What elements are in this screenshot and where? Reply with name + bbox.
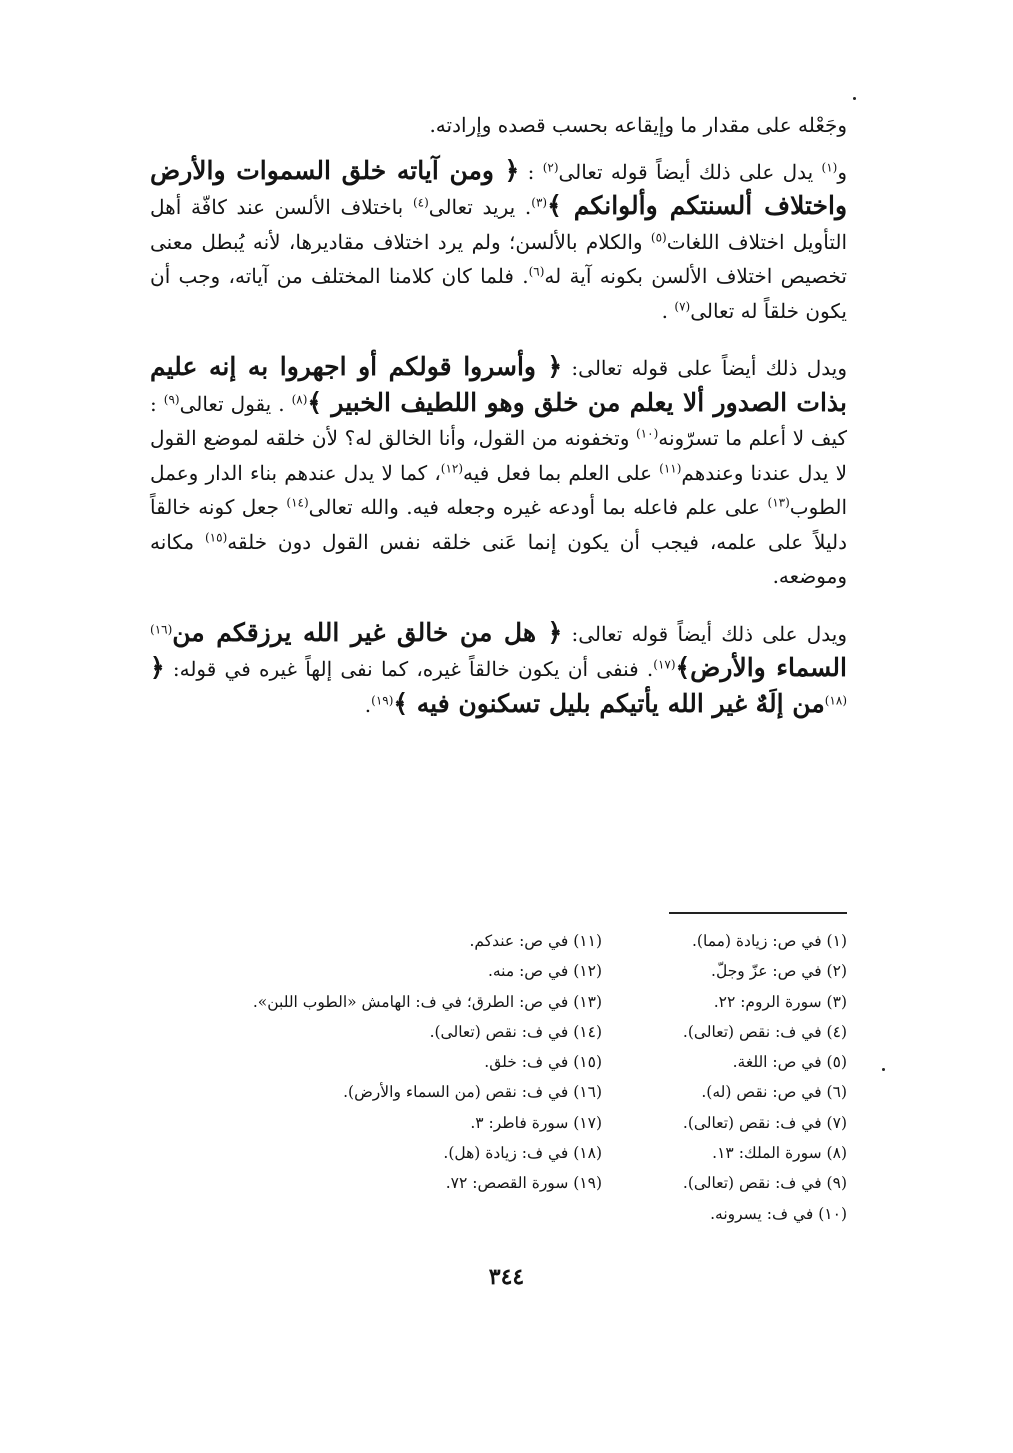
footnote-ref-5[interactable]: (٥) <box>650 229 667 244</box>
text: والكلام بالألسن؛ ولم يرد اختلاف مقاديرها، لأنه يُبطل معنى تخصيص اختلاف الألسن بكونه آية له <box>150 229 847 288</box>
quran-bracket: ﴿ <box>150 653 165 682</box>
text: على علم فاعله بما أودعه غيره وجعله فيه. والله تعالى <box>308 495 768 519</box>
footnote-6: (٦) في ص: نقص (له). <box>701 1083 847 1102</box>
paragraph-0 <box>150 108 847 143</box>
text: . يقول تعالى <box>179 391 292 416</box>
footnote-column-right <box>602 926 847 1229</box>
footnote-ref-6[interactable]: (٦) <box>528 264 545 279</box>
paragraph-2 <box>150 350 847 594</box>
footnote-4: (٤) في ف: نقص (تعالى). <box>682 1022 847 1041</box>
text: مكانه وموضعه. <box>150 529 847 588</box>
text: : <box>519 159 543 184</box>
footnote-ref-19[interactable]: (١٩) <box>371 692 394 707</box>
footnote-ref-2[interactable]: (٢) <box>542 159 559 174</box>
footnote-17: (١٧) سورة فاطر: ٣. <box>470 1113 602 1132</box>
footnote-1: (١) في ص: زيادة (مما). <box>692 932 847 950</box>
footnote-ref-12[interactable]: (١٢) <box>440 460 464 475</box>
footnote-15: (١٥) في ف: خلق. <box>484 1053 602 1072</box>
text: وجَعْله على مقدار ما وإيقاعه بحسب قصده وإرادته. <box>429 113 847 137</box>
text: ، كما لا يدل عندهم بناء الدار وعمل الطوب <box>150 460 847 519</box>
footnote-ref-14[interactable]: (١٤) <box>286 495 309 510</box>
text: وتخفونه من القول، وأنا الخالق له؟ لأن خلقه لموضع القول لا يدل عندنا وعندهم <box>150 426 847 485</box>
footnote-divider <box>669 912 847 914</box>
text: على العلم بما فعل فيه <box>463 460 660 485</box>
footnote-16: (١٦) في ف: نقص (من السماء والأرض). <box>343 1083 602 1102</box>
scan-speck <box>882 1068 885 1071</box>
footnote-ref-3[interactable]: (٣) <box>531 195 548 210</box>
paragraph-1 <box>150 154 847 329</box>
paragraph-3 <box>150 616 847 723</box>
quran-verse: من إلَهٌ غير الله يأتيكم بليل تسكنون فيه ﴾ <box>393 688 825 718</box>
footnote-columns <box>150 926 847 1229</box>
scan-speck <box>853 97 856 100</box>
footnote-ref-7[interactable]: (٧) <box>674 298 691 313</box>
text: . يريد تعالى <box>428 195 532 219</box>
footnote-ref-8[interactable]: (٨) <box>291 391 308 406</box>
footnote-19: (١٩) سورة القصص: ٧٢. <box>445 1174 602 1193</box>
page-body <box>150 108 847 742</box>
footnote-ref-17[interactable]: (١٧) <box>653 657 676 672</box>
text: يدل على ذلك أيضاً قوله تعالى <box>558 159 822 184</box>
quran-verse: ﴿ وأسروا قولكم أو اجهروا به إنه عليم بذات الصدور ألا يعلم من خلق وهو اللطيف الخبير ﴾ <box>150 352 847 417</box>
text: . <box>661 298 675 323</box>
footnote-ref-18[interactable]: (١٨) <box>824 692 847 707</box>
text: باختلاف الألسن عند كافّة أهل التأويل اختلاف اللغات <box>150 195 847 254</box>
text: : كيف لا أعلم ما تسرّونه <box>150 391 848 450</box>
footnote-ref-4[interactable]: (٤) <box>412 195 429 210</box>
text: جعل كونه خالقاً دليلاً على علمه، فيجب أن يكون إنما عَنى خلقه نفس القول دون خلقه <box>150 495 847 554</box>
footnote-18: (١٨) في ف: زيادة (هل). <box>443 1144 602 1163</box>
footnote-5: (٥) في ص: اللغة. <box>732 1053 847 1072</box>
footnote-14: (١٤) في ف: نقص (تعالى). <box>429 1022 602 1041</box>
quran-verse: السماء والأرض﴾ <box>675 653 847 682</box>
footnote-11: (١١) في ص: عندكم. <box>469 932 602 950</box>
text: و <box>837 159 848 184</box>
page-number: ٣٤٤ <box>488 1264 525 1290</box>
footnote-3: (٣) سورة الروم: ٢٢. <box>713 992 847 1011</box>
text: ويدل على ذلك أيضاً قوله تعالى: <box>562 621 848 646</box>
footnote-ref-1[interactable]: (١) <box>821 159 838 174</box>
footnote-12: (١٢) في ص: منه. <box>487 962 602 981</box>
quran-verse: ﴿ ومن آياته خلق السموات والأرض واختلاف ألسنتكم وألوانكم ﴾ <box>150 155 848 220</box>
footnote-7: (٧) في ف: نقص (تعالى). <box>682 1113 847 1132</box>
footnotes <box>150 912 847 1229</box>
footnote-10: (١٠) في ف: يسرونه. <box>710 1204 847 1223</box>
text: . فلما كان كلامنا المختلف من آياته، وجب أن يكون خلقاً له تعالى <box>150 264 847 323</box>
text: . فنفى أن يكون خالقاً غيره، كما نفى إلهاً غيره في قوله: <box>164 657 654 681</box>
footnote-ref-9[interactable]: (٩) <box>163 391 180 406</box>
footnote-2: (٢) في ص: عزّ وجلّ. <box>711 962 847 981</box>
footnote-ref-11[interactable]: (١١) <box>659 460 682 475</box>
footnote-ref-13[interactable]: (١٣) <box>767 495 790 510</box>
quran-verse: ﴿ هل من خالق غير الله يرزقكم من <box>172 617 563 647</box>
text: ويدل ذلك أيضاً على قوله تعالى: <box>562 356 848 380</box>
footnote-ref-15[interactable]: (١٥) <box>204 529 228 544</box>
footnote-13: (١٣) في ص: الطرق؛ في ف: الهامش «الطوب اللبن». <box>252 992 602 1011</box>
text: . <box>364 692 372 717</box>
footnote-8: (٨) سورة الملك: ١٣. <box>712 1144 847 1163</box>
footnote-ref-16[interactable]: (١٦) <box>150 621 173 636</box>
footnote-9: (٩) في ف: نقص (تعالى). <box>682 1174 847 1193</box>
footnote-ref-10[interactable]: (١٠) <box>635 426 659 441</box>
footnote-column-left <box>150 926 602 1229</box>
